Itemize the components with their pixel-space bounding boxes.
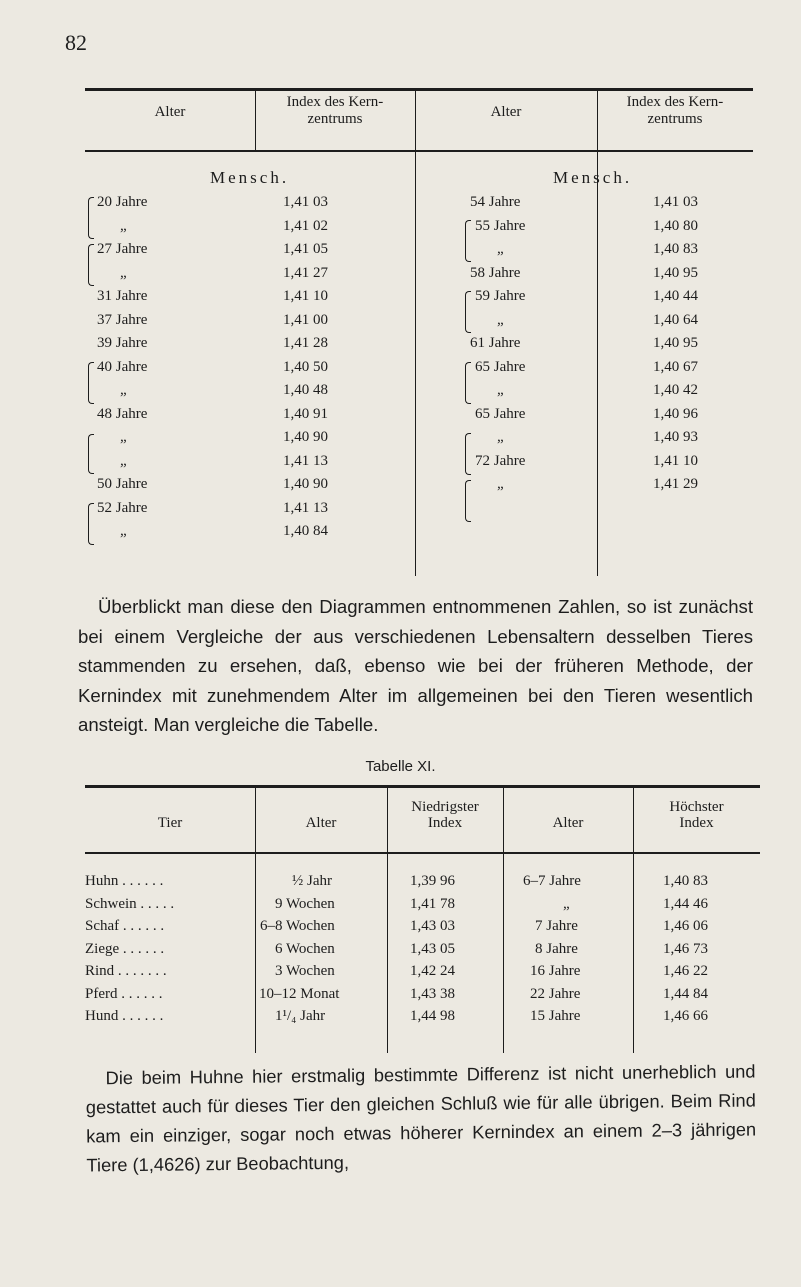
header-index-right: Index des Kern- zentrums [626,94,724,127]
alter-cell: 22 Jahre [530,985,581,1002]
table-row [85,312,415,336]
tier-cell: Ziege . . . . . . [85,940,165,957]
alter-cell: 7 Jahre [535,918,578,934]
age-cell: 20 Jahre [97,194,148,210]
age-cell: „ [120,523,127,539]
table-row [85,476,415,500]
age-cell: 59 Jahre [475,288,526,304]
index-cell: 1,40 90 [283,476,328,492]
age-cell: 65 Jahre [475,358,526,375]
age-cell: 37 Jahre [97,311,148,328]
tier-cell: Pferd . . . . . . [85,985,163,1002]
max-index-cell: 1,46 66 [663,1008,708,1024]
body-paragraph [78,592,753,740]
table-top-rule [85,88,753,91]
page-number: 82 [65,30,87,55]
table-row [85,500,415,524]
age-cell: 39 Jahre [97,335,148,351]
header-alter-2: Alter [552,815,584,831]
age-cell: „ [497,476,504,492]
min-index-cell: 1,43 05 [410,940,455,957]
table-row [415,406,753,430]
min-index-cell: 1,44 98 [410,1008,455,1024]
index-cell: 1,41 00 [283,311,328,328]
index-cell: 1,40 42 [653,382,698,398]
alter-cell: 6 Wochen [275,940,335,957]
alter-cell: 16 Jahre [530,963,581,979]
index-cell: 1,40 44 [653,288,698,304]
age-cell: 72 Jahre [475,452,526,469]
age-cell: 31 Jahre [97,288,148,304]
index-cell: 1,40 50 [283,358,328,375]
tier-cell: Hund . . . . . . [85,1008,164,1024]
table-row [415,453,753,477]
table-header-rule [85,852,760,854]
tier-cell: Rind . . . . . . . [85,963,167,979]
max-index-cell: 1,46 22 [663,963,708,979]
table-row [415,218,753,242]
age-cell: „ [497,382,504,398]
alter-cell: ½ Jahr [292,873,332,889]
index-cell: 1,41 13 [283,499,328,516]
age-cell: 61 Jahre [470,335,521,351]
header-index-left: Index des Kern- zentrums [286,94,384,127]
table-row [85,918,760,941]
header-alter-left: Alter [154,104,186,120]
age-cell: „ [120,217,127,234]
age-cell: „ [120,264,127,281]
age-cell: „ [497,311,504,328]
age-cell: 52 Jahre [97,499,148,516]
min-index-cell: 1,39 96 [410,873,455,889]
index-cell: 1,40 93 [653,429,698,445]
kernindex-table-mensch [85,88,753,576]
table-row [85,941,760,964]
index-cell: 1,40 96 [653,405,698,422]
header-hoechster-index: Höchster Index [669,799,724,831]
alter-cell: „ [563,895,570,912]
table-row [85,382,415,406]
alter-cell: 1¹/₄ Jahr [275,1008,326,1024]
tier-cell: Schwein . . . . . [85,895,175,912]
paragraph-text: Überblickt man diese den Diagrammen entnommenen Zahlen, so ist zunächst bei einem Vergleiche der aus verschiedenen Lebensaltern desselben Tieres stammenden zu ersehen, daß, ebenso wie bei der früheren Methode, der Kernindex mit zunehmendem Alter im allgemeinen bei den Tieren wesentlich ansteigt. Man vergleiche die Tabelle. [78,596,753,735]
age-cell: „ [120,452,127,469]
index-cell: 1,40 64 [653,311,698,328]
alter-cell: 15 Jahre [530,1008,581,1024]
max-index-cell: 1,40 83 [663,873,708,889]
index-cell: 1,41 10 [653,452,698,469]
age-cell: 27 Jahre [97,241,148,257]
index-cell: 1,41 03 [283,194,328,210]
max-index-cell: 1,44 46 [663,895,708,912]
alter-cell: 6–7 Jahre [523,873,581,889]
table-row [85,963,760,986]
index-cell: 1,40 91 [283,405,328,422]
index-cell: 1,41 13 [283,452,328,469]
index-cell: 1,41 02 [283,217,328,234]
alter-cell: 3 Wochen [275,963,335,979]
age-cell: 55 Jahre [475,217,526,234]
alter-cell: 10–12 Monat [259,985,340,1002]
max-index-cell: 1,46 06 [663,918,708,934]
index-cell: 1,40 84 [283,523,328,539]
header-alter-right: Alter [490,104,522,120]
index-cell: 1,41 03 [653,194,698,210]
min-index-cell: 1,41 78 [410,895,455,912]
header-tier: Tier [157,815,183,831]
table-row [85,265,415,289]
header-alter-1: Alter [305,815,337,831]
table-top-rule [85,785,760,788]
age-cell: „ [497,429,504,445]
age-cell: 50 Jahre [97,476,148,492]
age-cell: 54 Jahre [470,194,521,210]
table-row [415,476,753,500]
index-cell: 1,41 05 [283,241,328,257]
kernindex-table-tiere [85,785,760,1053]
table-row [85,406,415,430]
index-cell: 1,40 48 [283,382,328,398]
table-row [85,241,415,265]
table-row [85,288,415,312]
max-index-cell: 1,44 84 [663,985,708,1002]
min-index-cell: 1,42 24 [410,963,455,979]
max-index-cell: 1,46 73 [663,940,708,957]
header-niedrigster-index: Niedrigster Index [411,799,479,831]
index-cell: 1,41 10 [283,288,328,304]
table-row [85,873,760,896]
alter-cell: 9 Wochen [275,895,335,912]
right-rows [415,194,753,500]
alter-cell: 8 Jahre [535,940,578,957]
table-row [415,288,753,312]
table-row [85,194,415,218]
index-cell: 1,40 90 [283,429,328,445]
table-row [85,986,760,1009]
table-row [85,523,415,547]
age-cell: 48 Jahre [97,405,148,422]
table-row [415,241,753,265]
age-cell: 58 Jahre [470,264,521,281]
table-row [85,335,415,359]
index-cell: 1,40 67 [653,358,698,375]
index-cell: 1,41 29 [653,476,698,492]
index-cell: 1,40 80 [653,217,698,234]
table-row [415,382,753,406]
table-row [85,896,760,919]
tier-cell: Schaf . . . . . . [85,918,165,934]
index-cell: 1,40 83 [653,241,698,257]
index-cell: 1,40 95 [653,264,698,281]
table-row [85,359,415,383]
tier-cell: Huhn . . . . . . [85,873,164,889]
index-cell: 1,41 27 [283,264,328,281]
min-index-cell: 1,43 38 [410,985,455,1002]
age-cell: „ [497,241,504,257]
index-cell: 1,41 28 [283,335,328,351]
table-row [415,335,753,359]
age-cell: „ [120,382,127,398]
tier-rows [85,873,760,1031]
table-row [415,359,753,383]
table-row [415,194,753,218]
table-row [415,265,753,289]
table-header-rule [85,150,753,152]
table-row [415,429,753,453]
table-row [85,453,415,477]
table-caption: Tabelle XI. [365,758,436,775]
paragraph-text: Die beim Huhne hier erstmalig bestimmte Differenz ist nicht unerheblich und gestattet auch für dieses Tier den gleichen Schluß wie für alle übrigen. Beim Rind kam ein einziger, sogar noch etwas höherer Kernindex an einem 2–3 jährigen Tiere (1,4626) zur Beobachtung, [85,1060,757,1176]
group-label-right: Mensch. [553,168,633,187]
min-index-cell: 1,43 03 [410,918,455,934]
body-paragraph-2 [85,1056,756,1179]
alter-cell: 6–8 Wochen [260,918,335,934]
index-cell: 1,40 95 [653,335,698,351]
table-row [85,218,415,242]
table-row [85,429,415,453]
group-label-left: Mensch. [210,168,290,187]
table-row [415,312,753,336]
left-rows [85,194,415,547]
age-cell: 40 Jahre [97,358,148,375]
table-row [85,1008,760,1031]
age-cell: „ [120,429,127,445]
age-cell: 65 Jahre [475,405,526,422]
